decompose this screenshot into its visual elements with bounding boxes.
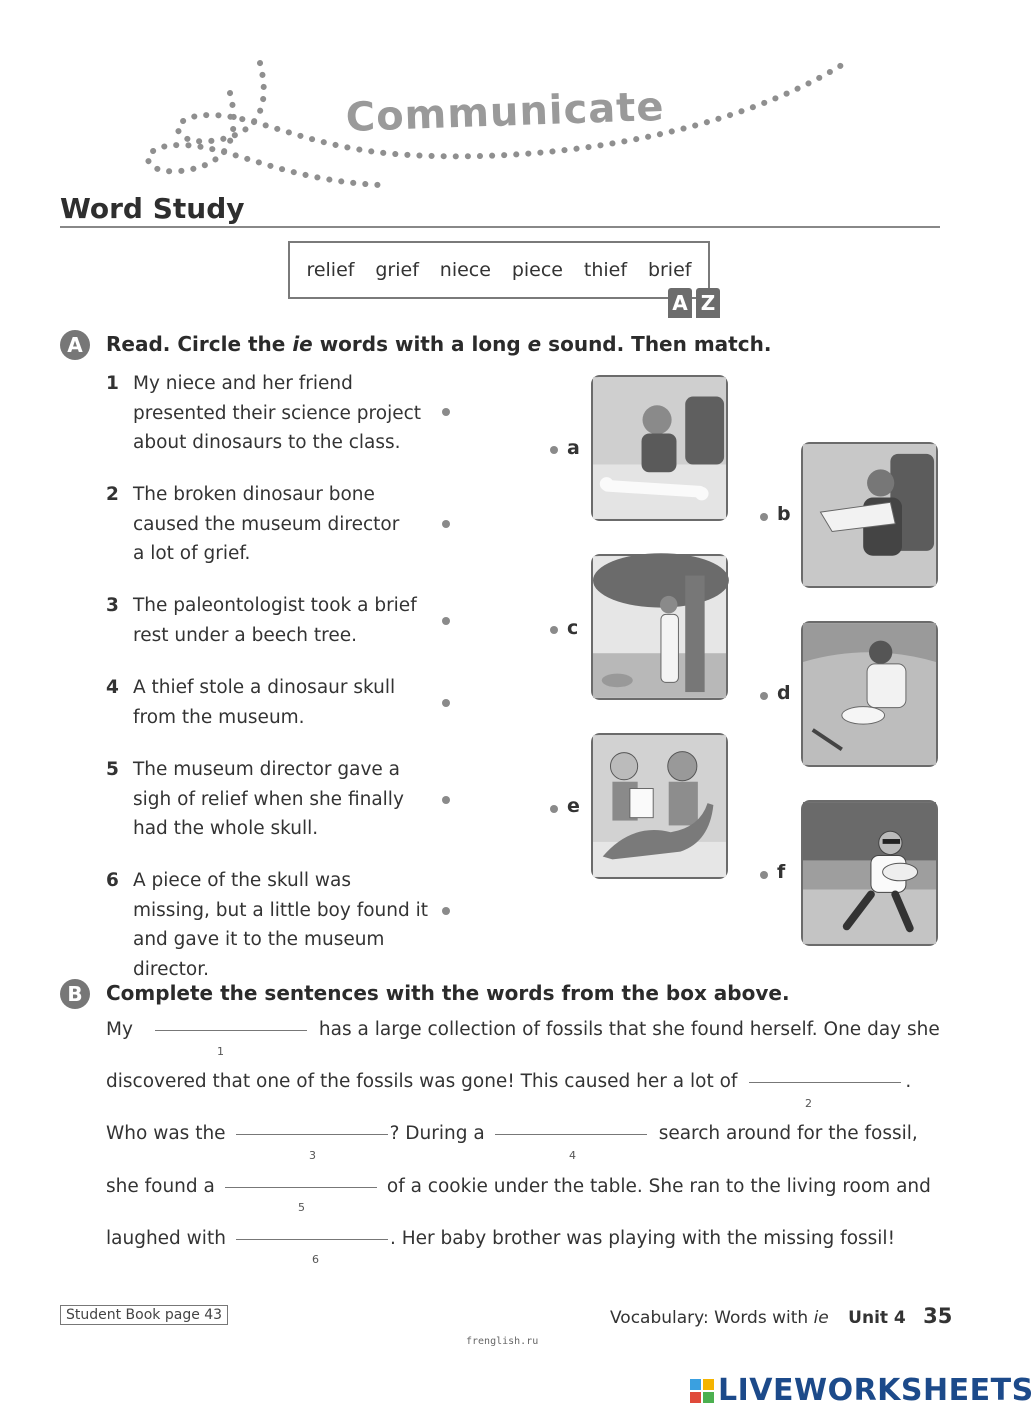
girls-dinosaur-project-picture: [591, 733, 728, 879]
sentence-line: My has a large collection of fossils that she found herself. One day she: [106, 1019, 940, 1040]
match-dot[interactable]: [550, 626, 558, 634]
page-number: 35: [923, 1304, 953, 1328]
answer-blank[interactable]: [749, 1082, 901, 1083]
list-item: 4 A thief stole a dinosaur skull from the museum.: [106, 677, 396, 728]
answer-blank[interactable]: [225, 1187, 377, 1188]
answer-blank[interactable]: [495, 1134, 647, 1135]
match-dot[interactable]: [760, 513, 768, 521]
woman-holding-skull-picture: [801, 442, 938, 588]
word-box-word: brief: [647, 259, 692, 281]
match-dot[interactable]: [550, 805, 558, 813]
section-heading: Word Study: [60, 192, 245, 225]
list-item: 2 The broken dinosaur bone caused the museum director a lot of grief.: [106, 484, 400, 564]
blank-number: 5: [298, 1201, 305, 1214]
word-box-word: niece: [439, 259, 491, 281]
match-dot[interactable]: [760, 871, 768, 879]
az-dictionary-icon: Z: [696, 288, 720, 318]
match-dot[interactable]: [442, 617, 450, 625]
heading-rule: [60, 226, 940, 228]
picture-letter: e: [567, 795, 580, 817]
blank-number: 4: [569, 1149, 576, 1162]
picture-letter: a: [567, 437, 580, 459]
match-dot[interactable]: [442, 907, 450, 915]
blank-number: 6: [312, 1253, 319, 1266]
thief-running-with-skull-picture: [801, 800, 938, 946]
list-item: 6 A piece of the skull was missing, but a little boy found it and gave it to the museum director.: [106, 870, 429, 980]
picture-letter: c: [567, 617, 579, 639]
page-title: Communicate: [345, 83, 666, 141]
picture-letter: d: [777, 682, 791, 704]
unit-label: Unit 4: [848, 1308, 906, 1328]
sentence-line: discovered that one of the fossils was gone! This caused her a lot of .: [106, 1071, 912, 1092]
match-dot[interactable]: [442, 699, 450, 707]
word-box: [288, 241, 710, 299]
page-footer-info: Vocabulary: Words with ie Unit 4 35: [610, 1304, 953, 1328]
blank-number: 1: [217, 1045, 224, 1058]
exercise-b-badge: B: [60, 979, 90, 1009]
answer-blank[interactable]: [236, 1239, 388, 1240]
liveworksheets-brand[interactable]: LIVEWORKSHEETS: [690, 1373, 1034, 1408]
word-box-word: thief: [583, 259, 628, 281]
word-box-word: relief: [306, 259, 355, 281]
list-item: 5 The museum director gave a sigh of relief when she finally had the whole skull.: [106, 759, 404, 839]
match-dot[interactable]: [760, 692, 768, 700]
boy-digging-fossil-picture: [801, 621, 938, 767]
student-book-reference: Student Book page 43: [60, 1305, 228, 1325]
blank-number: 3: [309, 1149, 316, 1162]
picture-letter: b: [777, 503, 791, 525]
worried-woman-broken-bone-picture: [591, 375, 728, 521]
az-dictionary-icon: A: [668, 288, 692, 318]
list-item: 3 The paleontologist took a brief rest under a beech tree.: [106, 595, 417, 646]
exercise-a-instruction: Read. Circle the ie words with a long e sound. Then match.: [106, 332, 772, 356]
answer-blank[interactable]: [155, 1030, 307, 1031]
match-dot[interactable]: [442, 408, 450, 416]
sentence-line: laughed with . Her baby brother was playing with the missing fossil!: [106, 1228, 895, 1249]
match-dot[interactable]: [442, 796, 450, 804]
word-box-word: grief: [375, 259, 419, 281]
sentence-line: she found a of a cookie under the table. She ran to the living room and: [106, 1176, 931, 1197]
sentence-line: Who was the ? During a search around for the fossil,: [106, 1123, 918, 1144]
picture-letter: f: [777, 861, 786, 883]
word-box-word: piece: [511, 259, 563, 281]
exercise-a-badge: A: [60, 330, 90, 360]
answer-blank[interactable]: [236, 1134, 388, 1135]
list-item: 1 My niece and her friend presented their science project about dinosaurs to the class.: [106, 373, 422, 453]
man-resting-under-tree-picture: [591, 554, 728, 700]
match-dot[interactable]: [442, 520, 450, 528]
match-dot[interactable]: [550, 446, 558, 454]
exercise-b-instruction: Complete the sentences with the words from the box above.: [106, 981, 790, 1005]
blank-number: 2: [805, 1097, 812, 1110]
site-watermark: frenglish.ru: [466, 1336, 539, 1347]
liveworksheets-logo-icon: [690, 1379, 714, 1403]
